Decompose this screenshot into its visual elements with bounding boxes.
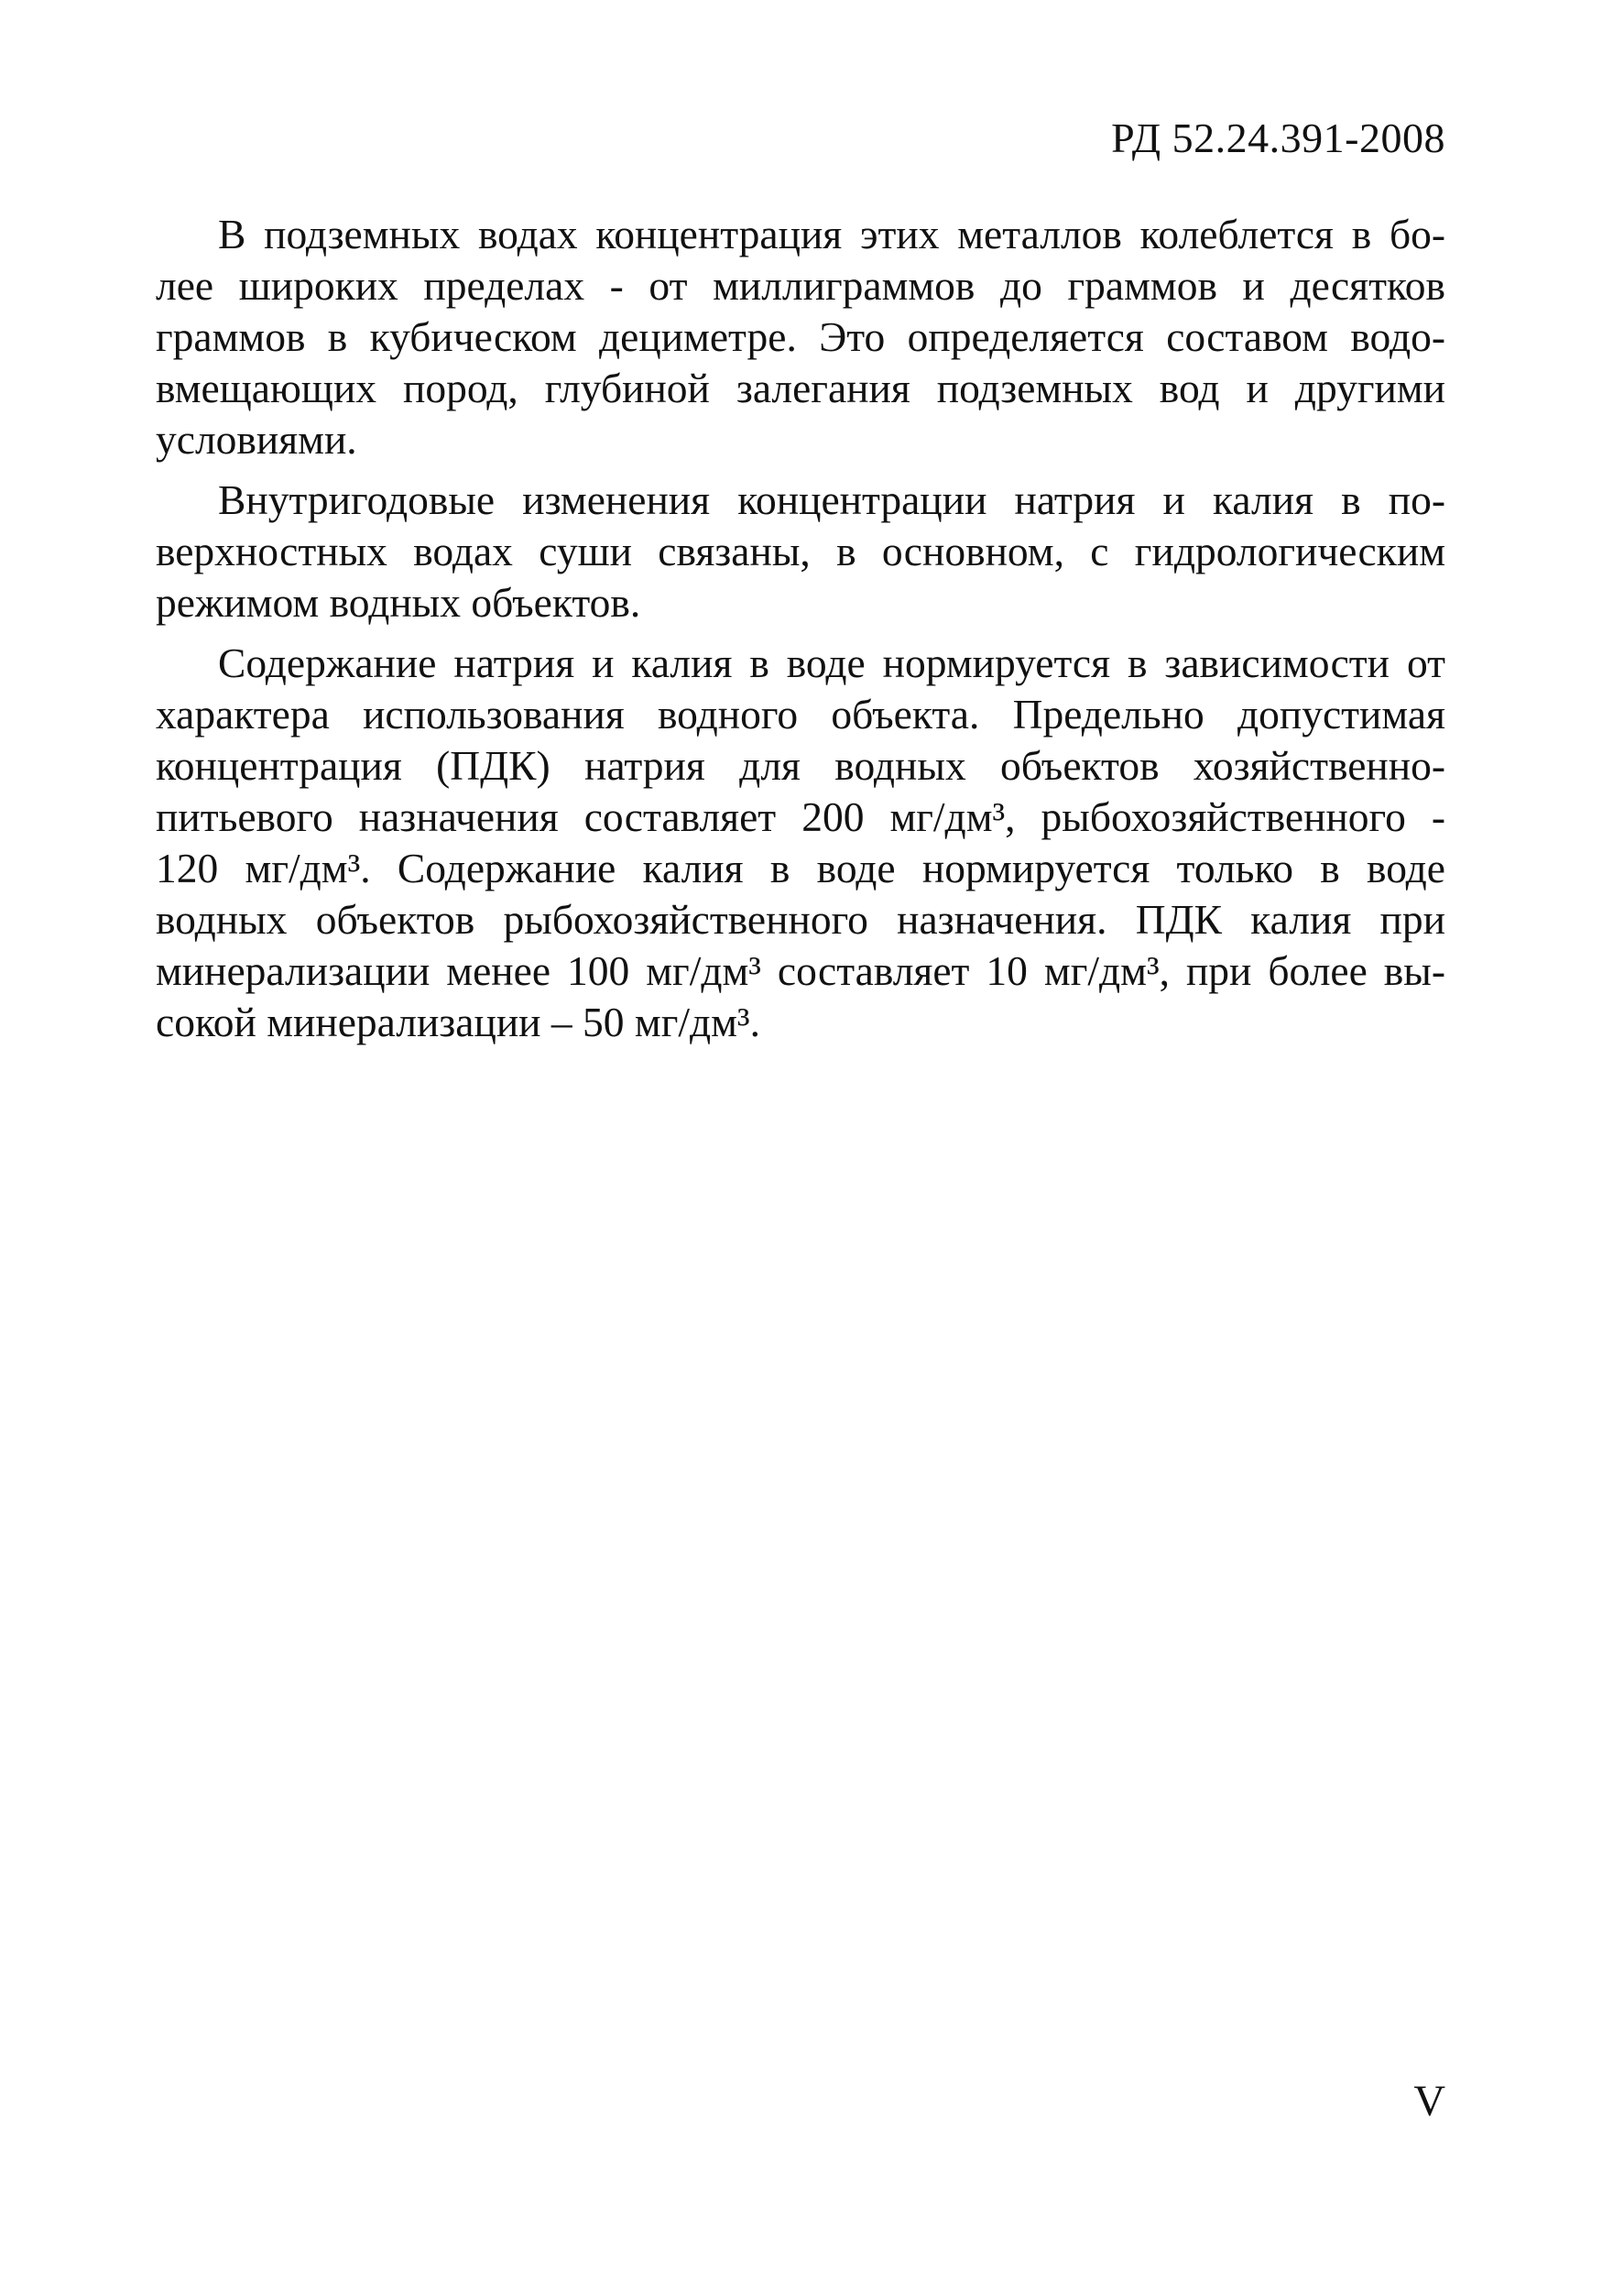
text-line: Содержание натрия и калия в воде нормируется в зависимости от <box>218 639 1445 686</box>
page-number: V <box>1413 2077 1445 2125</box>
paragraph-norms <box>156 638 1445 1048</box>
paragraph-seasonal-changes <box>156 475 1445 628</box>
text-line: режимом водных объектов. <box>156 579 641 626</box>
paragraph-groundwater <box>156 209 1445 465</box>
text-line: питьевого назначения составляет 200 мг/дм³, рыбохозяйственного - <box>156 793 1445 840</box>
text-line: В подземных водах концентрация этих металлов колеблется в бо- <box>218 211 1445 257</box>
text-line: водных объектов рыбохозяйственного назначения. ПДК калия при <box>156 896 1445 943</box>
text-line: вмещающих пород, глубиной залегания подземных вод и другими <box>156 365 1445 411</box>
text-line: 120 мг/дм³. Содержание калия в воде нормируется только в воде <box>156 845 1445 891</box>
text-line: лее широких пределах - от миллиграммов до граммов и десятков <box>156 262 1445 309</box>
text-line: концентрация (ПДК) натрия для водных объектов хозяйственно- <box>156 742 1445 789</box>
text-line: Внутригодовые изменения концентрации натрия и калия в по- <box>218 476 1445 523</box>
text-line: минерализации менее 100 мг/дм³ составляет 10 мг/дм³, при более вы- <box>156 947 1445 994</box>
text-line: сокой минерализации – 50 мг/дм³. <box>156 999 760 1045</box>
body-text <box>156 209 1445 1057</box>
text-line: условиями. <box>156 416 357 463</box>
text-line: верхностных водах суши связаны, в основном, с гидрологическим <box>156 528 1445 574</box>
text-line: граммов в кубическом дециметре. Это определяется составом водо- <box>156 313 1445 360</box>
text-line: характера использования водного объекта. Предельно допустимая <box>156 691 1445 738</box>
document-code: РД 52.24.391-2008 <box>1111 115 1445 161</box>
